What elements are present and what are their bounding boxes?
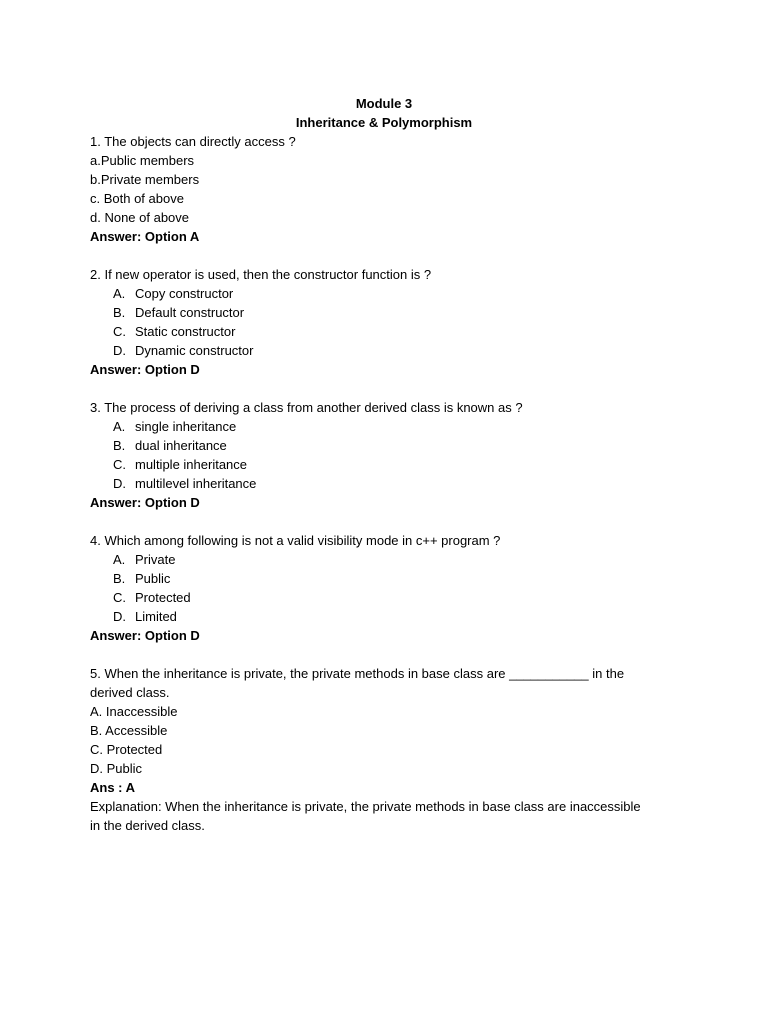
question-5-option-c: C. Protected — [90, 742, 163, 757]
question-5-explanation-line-2: in the derived class. — [90, 818, 205, 833]
question-5 — [90, 664, 678, 835]
question-2-option-a: A. Copy constructor — [113, 286, 234, 301]
question-4-option-d: D. Limited — [113, 609, 177, 624]
question-5-option-a: A. Inaccessible — [90, 704, 178, 719]
question-1-text: 1. The objects can directly access ? — [90, 134, 296, 149]
question-3-text: 3. The process of deriving a class from another derived class is known as ? — [90, 400, 523, 415]
question-5-option-b: B. Accessible — [90, 723, 168, 738]
question-4-option-c: C. Protected — [113, 590, 191, 605]
question-1-option-d: d. None of above — [90, 210, 190, 225]
question-5-text-line-2: derived class. — [90, 685, 170, 700]
question-3-option-a: A. single inheritance — [113, 419, 237, 434]
question-5-answer: Ans : A — [90, 780, 136, 795]
question-2-option-c: C. Static constructor — [113, 324, 236, 339]
question-4 — [90, 531, 678, 645]
question-3-option-b: B. dual inheritance — [113, 438, 227, 453]
question-3 — [90, 398, 678, 512]
question-4-option-b: B. Public — [113, 571, 171, 586]
question-3-option-d: D. multilevel inheritance — [113, 476, 257, 491]
question-1-option-c: c. Both of above — [90, 191, 184, 206]
question-3-option-c: C. multiple inheritance — [113, 457, 248, 472]
question-5-text-line-1: 5. When the inheritance is private, the private methods in base class are ___________ in the — [90, 666, 625, 681]
question-2-text: 2. If new operator is used, then the constructor function is ? — [90, 267, 432, 282]
question-4-text: 4. Which among following is not a valid visibility mode in c++ program ? — [90, 533, 501, 548]
topic-title: Inheritance & Polymorphism — [295, 115, 473, 130]
question-5-explanation-line-1: Explanation: When the inheritance is private, the private methods in base class are inaccessible — [90, 799, 641, 814]
question-2-option-b: B. Default constructor — [113, 305, 245, 320]
question-1-option-b: b.Private members — [90, 172, 200, 187]
question-2-option-d: D. Dynamic constructor — [113, 343, 254, 358]
module-title: Module 3 — [355, 96, 413, 111]
question-1 — [90, 132, 678, 246]
question-4-answer: Answer: Option D — [90, 628, 200, 643]
question-2 — [90, 265, 678, 379]
document-header — [90, 94, 678, 132]
question-3-answer: Answer: Option D — [90, 495, 200, 510]
question-1-answer: Answer: Option A — [90, 229, 200, 244]
question-1-option-a: a.Public members — [90, 153, 195, 168]
question-4-option-a: A. Private — [113, 552, 176, 567]
question-5-option-d: D. Public — [90, 761, 143, 776]
question-2-answer: Answer: Option D — [90, 362, 200, 377]
